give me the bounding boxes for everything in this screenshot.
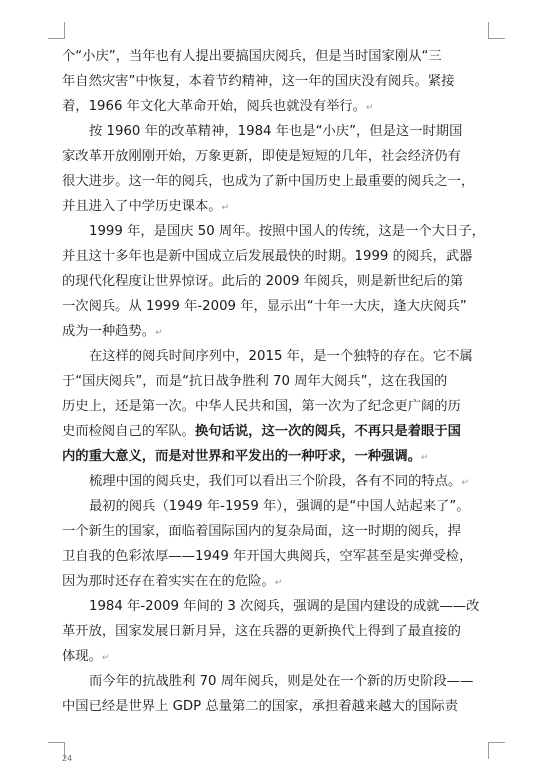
line-text: 中国已经是世界上 GDP 总量第二的国家，承担着越来越大的国际责 [62, 699, 459, 714]
text-line [62, 244, 490, 269]
line-text: 内的重大意义，而是对世界和平发出的一种吁求，一种强调。 [62, 449, 422, 464]
line-text: 于“国庆阅兵”，而是“抗日战争胜利 70 周年大阅兵”，这在我国的 [62, 374, 448, 389]
line-text: 1999 年，是国庆 50 周年。按照中国人的传统，这是一个大日子， [89, 224, 485, 239]
line-text: 1984 年-2009 年间的 3 次阅兵，强调的是国内建设的成就——改 [89, 599, 480, 614]
line-text: 个“小庆”，当年也有人提出要搞国庆阅兵，但是当时国家刚从“三 [62, 49, 442, 64]
paragraph-mark-icon [155, 328, 163, 338]
line-text: 在这样的阅兵时间序列中，2015 年，是一个独特的存在。它不属 [89, 349, 473, 364]
text-line [62, 344, 490, 369]
text-line [62, 294, 490, 319]
line-text: 年自然灾害”中恢复，本着节约精神，这一年的国庆没有阅兵。紧接 [62, 74, 455, 89]
line-text: 一个新生的国家，面临着国际国内的复杂局面，这一时期的阅兵，捍 [62, 524, 461, 539]
text-line [62, 194, 490, 219]
text-line [62, 44, 490, 69]
line-text: 体现。 [62, 649, 102, 664]
text-line [62, 594, 490, 619]
text-line [62, 69, 490, 94]
paragraph-mark-icon [461, 478, 469, 488]
text-line [62, 319, 490, 344]
line-text: 一次阅兵。从 1999 年-2009 年，显示出“十年一大庆，逢大庆阅兵” [62, 299, 467, 314]
line-text: 按 1960 年的改革精神，1984 年也是“小庆”，但是这一时期国 [89, 124, 463, 139]
paragraph-mark-icon [275, 578, 283, 588]
text-line [62, 394, 490, 419]
line-text: 最初的阅兵（1949 年-1959 年），强调的是“中国人站起来了”。 [89, 499, 470, 514]
text-line [62, 419, 490, 444]
text-line [62, 694, 490, 719]
paragraph-mark-icon [222, 203, 230, 213]
line-text: 而今年的抗战胜利 70 周年阅兵，则是处在一个新的历史阶段—— [89, 674, 474, 689]
line-text-bold: 换句话说，这一次的阅兵，不再只是着眼于国 [194, 424, 461, 439]
text-line [62, 144, 490, 169]
text-line [62, 569, 490, 594]
line-text: 很大进步。这一年的阅兵，也成为了新中国历史上最重要的阅兵之一， [62, 174, 475, 189]
line-text: 梳理中国的阅兵史，我们可以看出三个阶段，各有不同的特点。 [89, 474, 462, 489]
paragraph-mark-icon [421, 453, 429, 463]
page-number: 24 [62, 754, 73, 763]
text-line [62, 169, 490, 194]
line-text: 的现代化程度让世界惊讶。此后的 2009 年阅兵，则是新世纪后的第 [62, 274, 464, 289]
paragraph-mark-icon [102, 653, 110, 663]
line-text: 因为那时还存在着实实在在的危险。 [62, 574, 275, 589]
text-line [62, 469, 490, 494]
text-line [62, 219, 490, 244]
text-line [62, 494, 490, 519]
line-text: 卫自我的色彩浓厚——1949 年开国大典阅兵，空军甚至是实弹受检， [62, 549, 473, 564]
line-text: 着，1966 年文化大革命开始，阅兵也就没有举行。 [62, 99, 367, 114]
line-text: 革开放，国家发展日新月异，这在兵器的更新换代上得到了最直接的 [62, 624, 461, 639]
paragraph-mark-icon [366, 103, 374, 113]
line-text: 史而检阅自己的军队。 [62, 424, 195, 439]
text-line [62, 369, 490, 394]
text-line [62, 644, 490, 669]
margin-corner-mark [488, 742, 505, 759]
text-line [62, 619, 490, 644]
line-text: 成为一种趋势。 [62, 324, 156, 339]
text-line [62, 669, 490, 694]
line-text: 历史上，还是第一次。中华人民共和国，第一次为了纪念更广阔的历 [62, 399, 461, 414]
text-line [62, 544, 490, 569]
body-text[interactable] [62, 44, 490, 719]
line-text: 并且这十多年也是新中国成立后发展最快的时期。1999 的阅兵，武器 [62, 249, 473, 264]
text-line [62, 94, 490, 119]
margin-corner-mark [488, 22, 505, 39]
text-line [62, 444, 490, 469]
text-line [62, 269, 490, 294]
line-text: 并且进入了中学历史课本。 [62, 199, 222, 214]
line-text: 家改革开放刚刚开始，万象更新，即使是短短的几年，社会经济仍有 [62, 149, 461, 164]
margin-corner-mark [48, 22, 65, 39]
text-line [62, 119, 490, 144]
text-line [62, 519, 490, 544]
